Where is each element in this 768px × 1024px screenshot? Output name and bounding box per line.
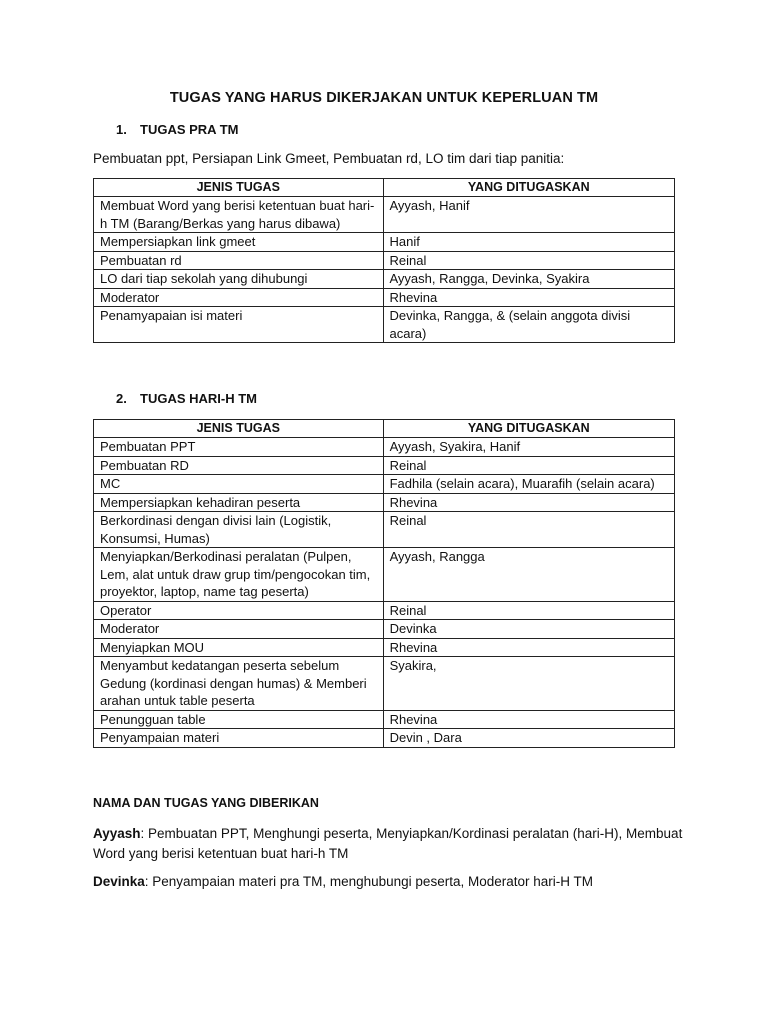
assignee-cell: Rhevina xyxy=(383,710,674,729)
names-section-heading: NAMA DAN TUGAS YANG DIBERIKAN xyxy=(93,796,319,810)
task-cell: Menyiapkan MOU xyxy=(94,638,384,657)
table-row xyxy=(94,233,675,252)
column-header-assignee: YANG DITUGASKAN xyxy=(383,420,674,438)
table-row xyxy=(94,601,675,620)
assignee-cell: Rhevina xyxy=(383,493,674,512)
assignee-cell: Devin , Dara xyxy=(383,729,674,748)
table-row xyxy=(94,729,675,748)
task-cell: Mempersiapkan link gmeet xyxy=(94,233,384,252)
assignee-cell: Reinal xyxy=(383,601,674,620)
section-1-number: 1. xyxy=(116,122,127,137)
assignee-cell: Ayyash, Hanif xyxy=(383,197,675,233)
column-header-assignee: YANG DITUGASKAN xyxy=(383,179,675,197)
table-row xyxy=(94,251,675,270)
assignee-cell: Ayyash, Rangga, Devinka, Syakira xyxy=(383,270,675,289)
table-row xyxy=(94,307,675,343)
assignee-cell: Rhevina xyxy=(383,288,675,307)
table-row xyxy=(94,438,675,457)
task-cell: Moderator xyxy=(94,288,384,307)
person-tasks: : Penyampaian materi pra TM, menghubungi peserta, Moderator hari-H TM xyxy=(144,874,593,889)
table-row xyxy=(94,475,675,494)
task-cell: Operator xyxy=(94,601,384,620)
task-cell: Menyambut kedatangan peserta sebelum Gedung (kordinasi dengan humas) & Memberi arahan untuk table peserta xyxy=(94,657,384,711)
task-cell: LO dari tiap sekolah yang dihubungi xyxy=(94,270,384,289)
table-row xyxy=(94,288,675,307)
table-header-row xyxy=(94,420,675,438)
section-2-number: 2. xyxy=(116,391,127,406)
table-row xyxy=(94,548,675,602)
section-1-heading xyxy=(116,122,238,137)
table-row xyxy=(94,197,675,233)
assignee-cell: Devinka xyxy=(383,620,674,639)
section-2-title: TUGAS HARI-H TM xyxy=(140,391,257,406)
table-row xyxy=(94,270,675,289)
person-name: Devinka xyxy=(93,874,145,889)
assignee-cell: Reinal xyxy=(383,512,674,548)
table-row xyxy=(94,456,675,475)
assignee-cell: Hanif xyxy=(383,233,675,252)
section-1-title: TUGAS PRA TM xyxy=(140,122,239,137)
person-tasks: : Pembuatan PPT, Menghungi peserta, Menyiapkan/Kordinasi peralatan (hari-H), Membuat Word yang berisi ketentuan buat hari-h TM xyxy=(93,826,683,861)
assignee-cell: Syakira, xyxy=(383,657,674,711)
table-row xyxy=(94,620,675,639)
section-1-intro: Pembuatan ppt, Persiapan Link Gmeet, Pembuatan rd, LO tim dari tiap panitia: xyxy=(93,151,565,166)
assignee-cell: Reinal xyxy=(383,456,674,475)
column-header-task: JENIS TUGAS xyxy=(94,179,384,197)
task-cell: MC xyxy=(94,475,384,494)
assignee-cell: Ayyash, Rangga xyxy=(383,548,674,602)
assignee-cell: Ayyash, Syakira, Hanif xyxy=(383,438,674,457)
task-cell: Mempersiapkan kehadiran peserta xyxy=(94,493,384,512)
hari-h-table xyxy=(93,419,675,748)
table-row xyxy=(94,710,675,729)
person-name: Ayyash xyxy=(93,826,141,841)
assignee-cell: Devinka, Rangga, & (selain anggota divisi acara) xyxy=(383,307,675,343)
task-cell: Pembuatan RD xyxy=(94,456,384,475)
table-row xyxy=(94,512,675,548)
person-entry-ayyash xyxy=(93,824,683,864)
pra-tm-table-body xyxy=(94,197,675,343)
table-row xyxy=(94,638,675,657)
task-cell: Pembuatan rd xyxy=(94,251,384,270)
document-title: TUGAS YANG HARUS DIKERJAKAN UNTUK KEPERLUAN TM xyxy=(169,90,599,106)
assignee-cell: Fadhila (selain acara), Muarafih (selain acara) xyxy=(383,475,674,494)
pra-tm-table xyxy=(93,178,675,343)
task-cell: Pembuatan PPT xyxy=(94,438,384,457)
table-row xyxy=(94,657,675,711)
task-cell: Penungguan table xyxy=(94,710,384,729)
task-cell: Moderator xyxy=(94,620,384,639)
hari-h-table-body xyxy=(94,438,675,748)
table-row xyxy=(94,493,675,512)
person-entry-devinka xyxy=(93,872,683,892)
table-header-row xyxy=(94,179,675,197)
assignee-cell: Reinal xyxy=(383,251,675,270)
task-cell: Membuat Word yang berisi ketentuan buat hari-h TM (Barang/Berkas yang harus dibawa) xyxy=(94,197,384,233)
task-cell: Menyiapkan/Berkodinasi peralatan (Pulpen, Lem, alat untuk draw grup tim/pengocokan tim, proyektor, laptop, name tag peserta) xyxy=(94,548,384,602)
task-cell: Berkordinasi dengan divisi lain (Logistik, Konsumsi, Humas) xyxy=(94,512,384,548)
assignee-cell: Rhevina xyxy=(383,638,674,657)
task-cell: Penamyapaian isi materi xyxy=(94,307,384,343)
column-header-task: JENIS TUGAS xyxy=(94,420,384,438)
section-2-heading xyxy=(116,391,257,406)
task-cell: Penyampaian materi xyxy=(94,729,384,748)
